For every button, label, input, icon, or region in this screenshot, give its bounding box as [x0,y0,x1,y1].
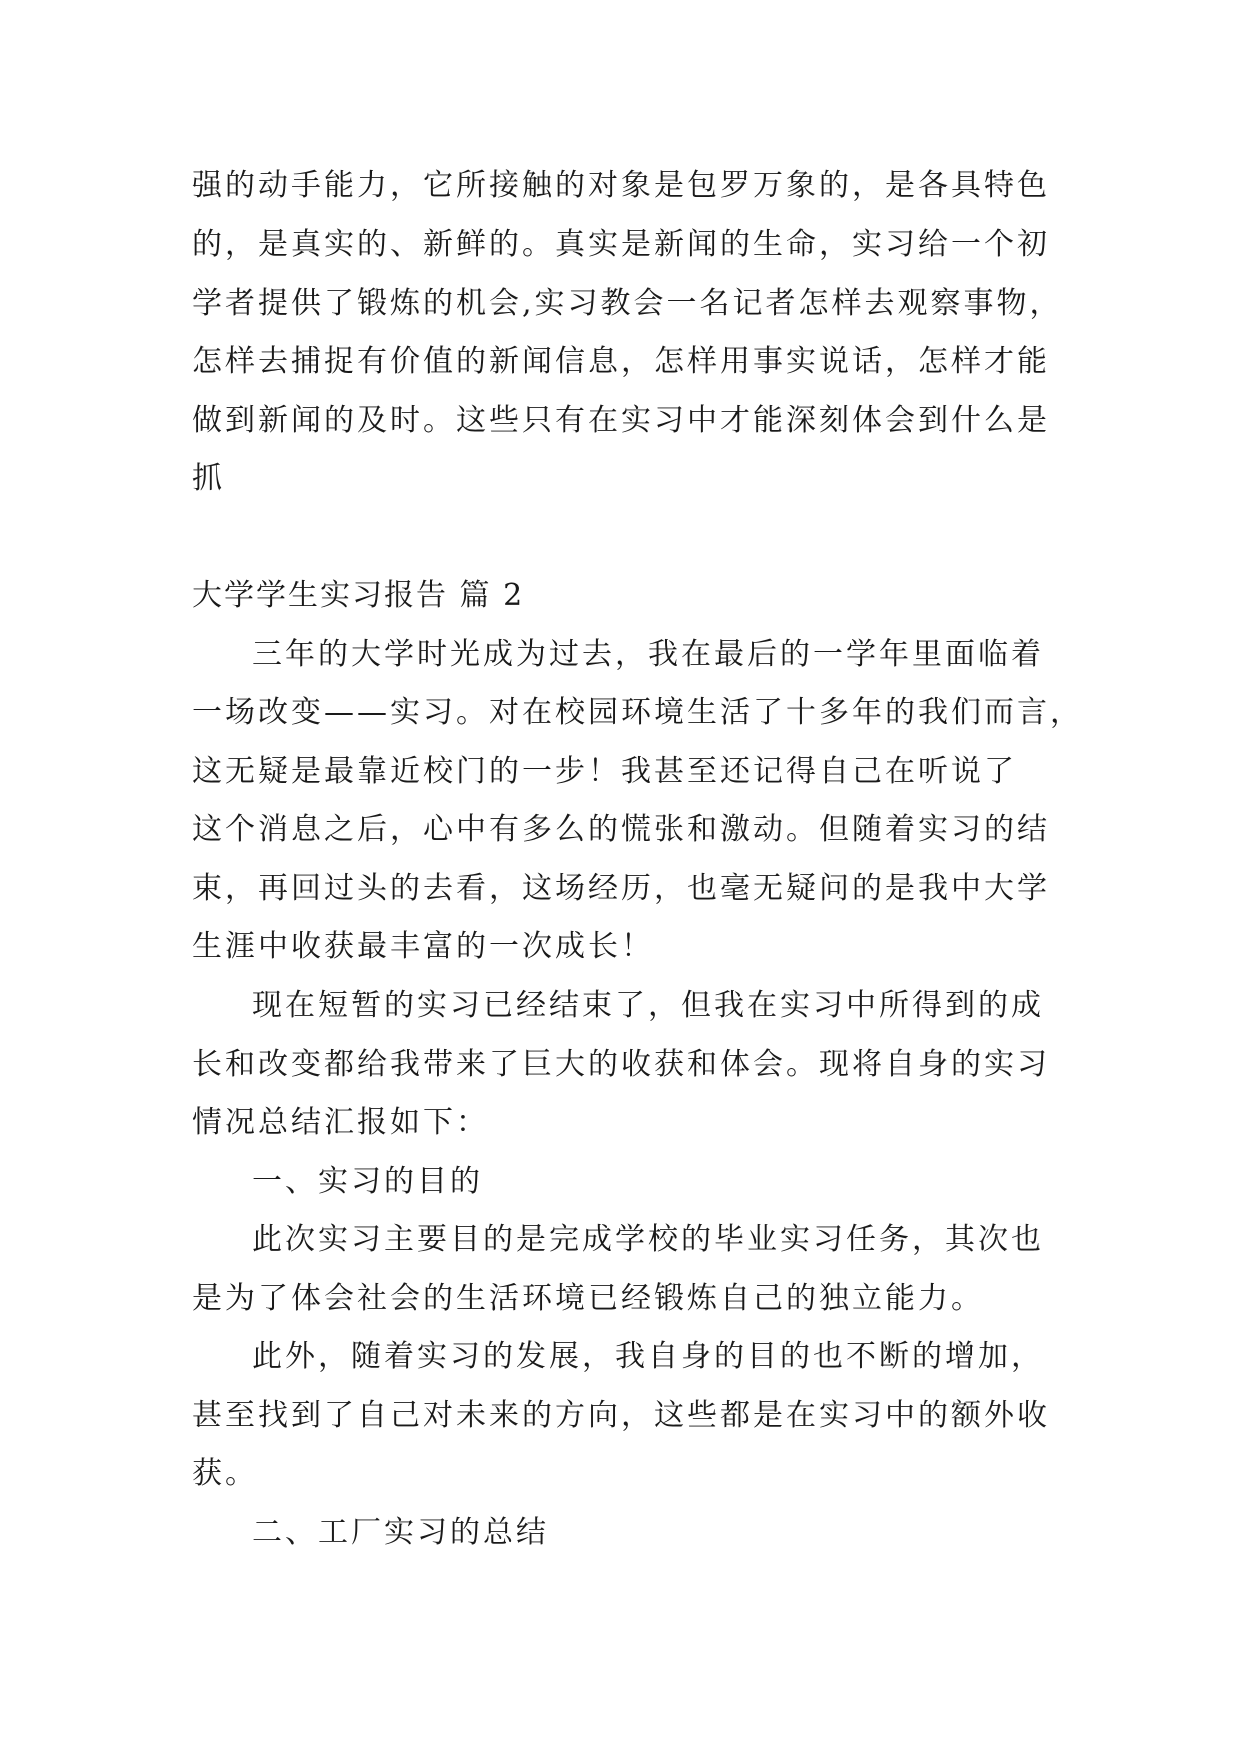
text-line: 此次实习主要目的是完成学校的毕业实习任务，其次也 [252,1222,1044,1257]
text-line: 怎样去捕捉有价值的新闻信息，怎样用事实说话，怎样才能 [192,344,1050,379]
text-line: 生涯中收获最丰富的一次成长！ [192,929,654,964]
text-line: 是为了体会社会的生活环境已经锻炼自己的独立能力。 [192,1281,984,1316]
text-line: 抓 [192,461,225,496]
text-line: 这个消息之后，心中有多么的慌张和激动。但随着实习的结 [192,812,1050,847]
section-title: 大学学生实习报告 篇 2 [192,578,525,613]
text-line: 学者提供了锻炼的机会,实习教会一名记者怎样去观察事物， [192,286,1063,321]
text-line: 长和改变都给我带来了巨大的收获和体会。现将自身的实习 [192,1047,1050,1082]
text-line: 现在短暂的实习已经结束了，但我在实习中所得到的成 [252,988,1044,1023]
text-line: 的，是真实的、新鲜的。真实是新闻的生命，实习给一个初 [192,227,1050,262]
text-line: 一场改变——实习。对在校园环境生活了十多年的我们而言， [192,695,1083,730]
text-line: 束，再回过头的去看，这场经历，也毫无疑问的是我中大学 [192,871,1050,906]
text-line: 做到新闻的及时。这些只有在实习中才能深刻体会到什么是 [192,403,1050,438]
text-line: 强的动手能力，它所接触的对象是包罗万象的，是各具特色 [192,168,1050,203]
text-line: 此外，随着实习的发展，我自身的目的也不断的增加， [252,1339,1044,1374]
section-heading: 一、实习的目的 [252,1164,483,1199]
text-line: 情况总结汇报如下： [192,1105,489,1140]
text-line: 这无疑是最靠近校门的一步！我甚至还记得自己在听说了 [192,754,1017,789]
text-line: 获。 [192,1456,258,1491]
text-line: 三年的大学时光成为过去，我在最后的一学年里面临着 [252,637,1044,672]
text-line: 甚至找到了自己对未来的方向，这些都是在实习中的额外收 [192,1398,1050,1433]
section-heading: 二、工厂实习的总结 [252,1515,549,1550]
